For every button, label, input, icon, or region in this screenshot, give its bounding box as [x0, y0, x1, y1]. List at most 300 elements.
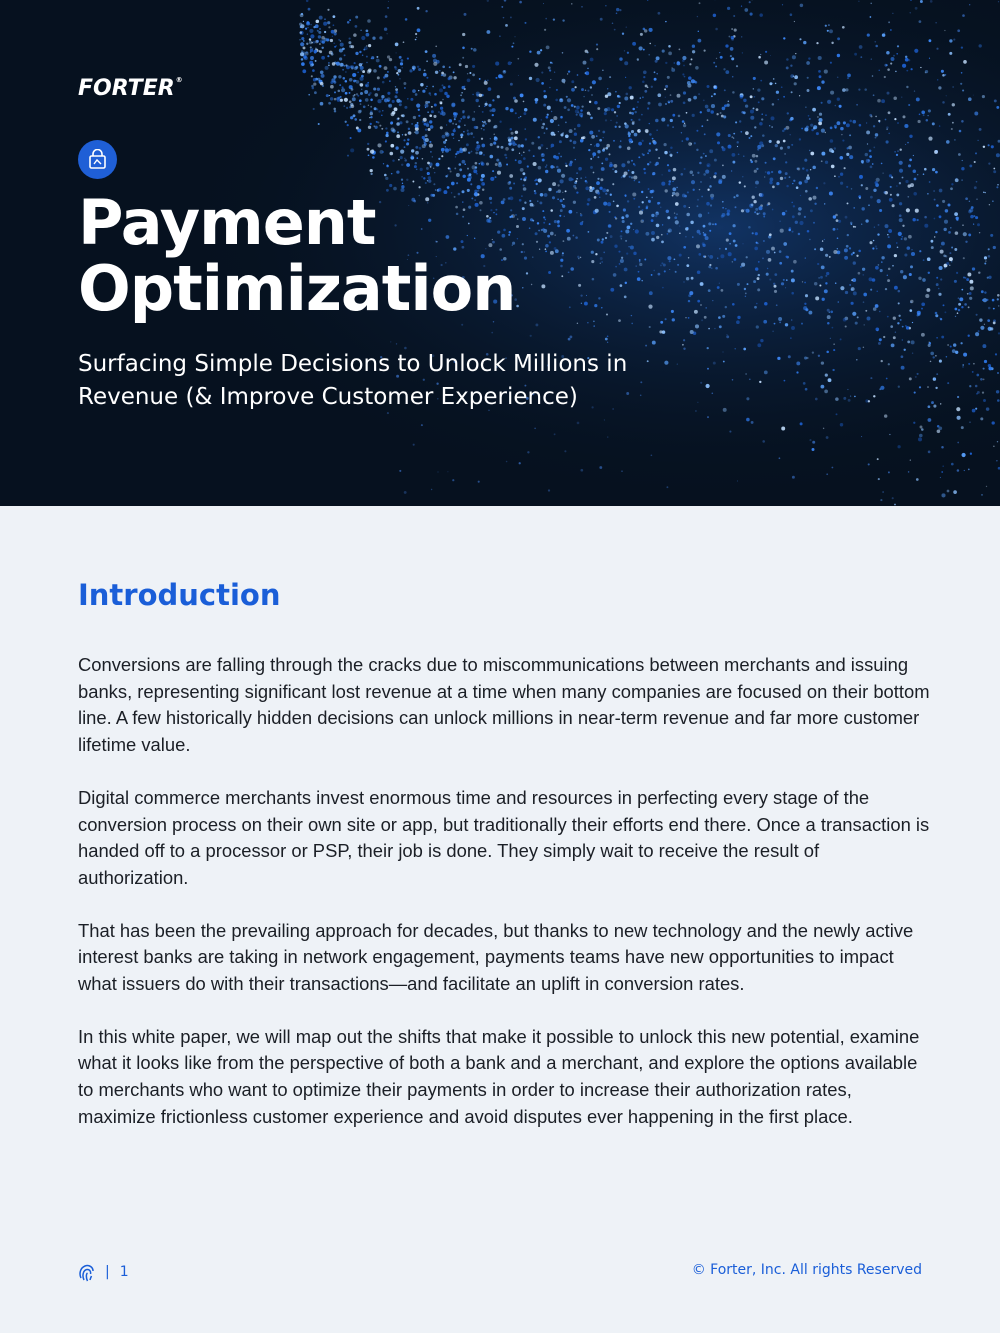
particle [849, 247, 851, 249]
particle [406, 142, 409, 145]
particle [370, 150, 374, 154]
particle [352, 97, 356, 101]
particle [588, 149, 590, 151]
particle [603, 148, 605, 150]
particle [473, 48, 477, 52]
particle [933, 190, 935, 192]
particle [937, 79, 938, 80]
particle [598, 297, 600, 299]
particle [799, 95, 800, 96]
particle [479, 151, 483, 155]
particle [892, 497, 894, 499]
particle [965, 241, 967, 243]
particle [639, 211, 643, 215]
particle [723, 115, 726, 118]
particle [413, 69, 415, 71]
particle [664, 270, 666, 272]
particle [824, 203, 825, 204]
particle [887, 316, 889, 318]
particle [428, 172, 430, 174]
particle [651, 274, 653, 276]
particle [825, 25, 827, 27]
particle [670, 100, 673, 103]
particle [963, 60, 967, 64]
particle [918, 277, 921, 280]
particle [629, 176, 631, 178]
particle [672, 187, 676, 191]
particle [813, 196, 817, 200]
particle [993, 322, 996, 325]
particle [574, 106, 576, 108]
particle [612, 183, 614, 185]
particle [518, 117, 519, 118]
particle [446, 95, 449, 98]
particle [778, 170, 782, 174]
particle [936, 337, 938, 339]
particle [662, 224, 663, 225]
particle [920, 426, 923, 429]
particle [920, 67, 921, 68]
particle [722, 351, 723, 352]
particle [754, 170, 757, 173]
particle [907, 142, 909, 144]
particle [784, 177, 786, 179]
particle [421, 424, 423, 426]
particle [651, 231, 655, 235]
particle [710, 110, 714, 114]
particle [596, 181, 600, 185]
particle [569, 210, 573, 214]
particle [377, 76, 380, 79]
particle [342, 86, 344, 88]
particle [957, 469, 960, 472]
particle [655, 148, 657, 150]
particle [565, 165, 567, 167]
particle [662, 287, 664, 289]
particle [333, 42, 335, 44]
particle [440, 126, 443, 129]
particle [554, 220, 557, 223]
particle [360, 83, 364, 87]
particle [518, 160, 522, 164]
particle [921, 302, 925, 306]
particle [719, 248, 721, 250]
particle [737, 316, 740, 319]
particle [360, 77, 364, 81]
particle [472, 65, 475, 68]
particle [657, 93, 661, 97]
particle [631, 160, 633, 162]
particle [645, 232, 649, 236]
particle [982, 299, 984, 301]
particle [897, 445, 900, 448]
particle [845, 88, 848, 91]
particle [808, 115, 810, 117]
particle [520, 178, 522, 180]
particle [395, 91, 398, 94]
particle [719, 52, 720, 53]
particle [602, 70, 603, 71]
particle [875, 266, 879, 270]
particle [399, 56, 402, 59]
particle [656, 56, 660, 60]
particle [783, 96, 785, 98]
particle [988, 367, 992, 371]
particle [331, 30, 335, 34]
particle [519, 1, 522, 4]
particle [576, 172, 578, 174]
particle [328, 26, 330, 28]
particle [732, 303, 735, 306]
particle [361, 70, 363, 72]
particle [585, 90, 586, 91]
particle [497, 171, 501, 175]
particle [730, 47, 734, 51]
particle [426, 86, 427, 87]
particle [846, 245, 849, 248]
particle [618, 319, 621, 322]
particle [732, 261, 733, 262]
particle [490, 143, 493, 146]
particle [686, 137, 689, 140]
particle [844, 167, 846, 169]
particle [604, 112, 607, 115]
particle [445, 149, 449, 153]
particle [707, 163, 711, 167]
particle [745, 373, 747, 375]
particle [812, 448, 815, 451]
particle [601, 163, 603, 165]
particle [969, 292, 972, 295]
particle [321, 47, 323, 49]
particle [842, 88, 846, 92]
particle [339, 57, 342, 60]
particle [330, 39, 333, 42]
particle [959, 130, 962, 133]
particle [988, 162, 990, 164]
particle [471, 48, 473, 50]
particle [543, 3, 544, 4]
particle [672, 176, 676, 180]
particle [495, 77, 497, 79]
particle [816, 187, 818, 189]
particle [687, 81, 691, 85]
particle [575, 180, 577, 182]
particle [576, 114, 578, 116]
particle [774, 252, 776, 254]
particle [596, 44, 598, 46]
particle [550, 209, 553, 212]
particle [821, 385, 825, 389]
particle [412, 89, 416, 93]
particle [653, 141, 657, 145]
particle [610, 288, 614, 292]
particle [421, 176, 422, 177]
particle [416, 169, 418, 171]
particle [306, 21, 309, 24]
particle [401, 164, 403, 166]
particle [640, 33, 643, 36]
particle [610, 194, 612, 196]
particle [913, 170, 917, 174]
particle [698, 214, 702, 218]
particle [418, 68, 421, 71]
particle [788, 355, 791, 358]
particle [843, 397, 846, 400]
particle [755, 187, 756, 188]
particle [757, 242, 759, 244]
particle [397, 131, 399, 133]
particle [857, 316, 859, 318]
particle [467, 73, 468, 74]
particle [935, 231, 937, 233]
particle [655, 60, 658, 63]
particle [385, 15, 388, 18]
particle [766, 250, 770, 254]
particle [701, 196, 703, 198]
particle [549, 87, 551, 89]
particle [339, 48, 343, 52]
particle [917, 373, 919, 375]
particle [534, 192, 536, 194]
particle [859, 45, 863, 49]
particle [486, 30, 490, 34]
particle [772, 103, 775, 106]
particle [686, 264, 689, 267]
particle [754, 126, 756, 128]
particle [708, 289, 711, 292]
particle [833, 344, 834, 345]
particle [445, 175, 447, 177]
particle [648, 102, 651, 105]
particle [403, 41, 405, 43]
particle [717, 286, 720, 289]
particle [946, 356, 948, 358]
particle [558, 124, 560, 126]
particle [521, 251, 523, 253]
particle [361, 89, 362, 90]
particle [769, 125, 770, 126]
particle [882, 33, 886, 37]
particle [415, 93, 418, 96]
particle [529, 227, 531, 229]
particle [786, 66, 789, 69]
title-line-1: Payment [78, 186, 376, 259]
particle [686, 277, 689, 280]
particle [639, 261, 640, 262]
particle [649, 161, 651, 163]
particle [395, 146, 398, 149]
particle [862, 268, 865, 271]
particle [360, 66, 364, 70]
particle [878, 264, 880, 266]
particle [745, 293, 747, 295]
particle [558, 189, 561, 192]
particle [804, 180, 808, 184]
particle [969, 4, 970, 5]
particle [791, 292, 794, 295]
particle [573, 141, 577, 145]
particle [772, 83, 773, 84]
particle [764, 302, 768, 306]
particle [970, 215, 974, 219]
particle [932, 356, 934, 358]
particle [417, 7, 420, 10]
particle [891, 176, 893, 178]
particle [495, 139, 497, 141]
particle [754, 247, 758, 251]
particle [618, 251, 620, 253]
particle [854, 53, 857, 56]
particle [472, 74, 475, 77]
particle [896, 242, 897, 243]
particle [944, 30, 945, 31]
particle [759, 213, 760, 214]
particle [429, 120, 432, 123]
particle [712, 393, 714, 395]
particle [940, 403, 941, 404]
particle [987, 319, 990, 322]
particle [619, 145, 622, 148]
particle [781, 86, 783, 88]
particle [363, 49, 365, 51]
particle [541, 144, 544, 147]
particle [760, 80, 762, 82]
particle [821, 266, 825, 270]
particle [510, 108, 514, 112]
particle [792, 183, 793, 184]
particle [821, 152, 825, 156]
particle [482, 111, 484, 113]
particle [712, 223, 714, 225]
particle [364, 90, 368, 94]
particle [794, 21, 795, 22]
particle [515, 112, 517, 114]
particle [642, 96, 644, 98]
particle [791, 202, 793, 204]
particle [330, 97, 333, 100]
particle [873, 307, 877, 311]
particle [952, 349, 956, 353]
particle [334, 46, 336, 48]
particle [696, 205, 698, 207]
particle [667, 256, 671, 260]
particle [997, 441, 998, 442]
particle [711, 267, 713, 269]
particle [781, 427, 785, 431]
particle [374, 126, 377, 129]
paragraph: Digital commerce merchants invest enormous time and resources in perfecting every stage of the conversion process on their own site or app, but traditionally their efforts end there. Once a transaction is handed off to a processor or PSP, their job is done. They simply wait to receive the result of authorization. [78, 786, 930, 888]
particle [921, 308, 923, 310]
particle [408, 132, 410, 134]
particle [561, 204, 563, 206]
particle [615, 126, 617, 128]
particle [997, 372, 999, 374]
particle [401, 185, 404, 188]
particle [866, 130, 870, 134]
particle [574, 86, 576, 88]
particle [731, 28, 733, 30]
particle [613, 200, 615, 202]
particle [543, 216, 545, 218]
particle [599, 139, 602, 142]
particle [652, 172, 655, 175]
particle [779, 457, 781, 459]
particle [722, 201, 724, 203]
particle [422, 121, 424, 123]
particle [384, 66, 388, 70]
particle [875, 245, 877, 247]
particle [715, 223, 717, 225]
particle [580, 177, 582, 179]
particle [664, 88, 666, 90]
particle [560, 156, 562, 158]
particle [937, 430, 941, 434]
particle [873, 94, 875, 96]
particle [847, 147, 849, 149]
particle [587, 322, 588, 323]
particle [672, 192, 675, 195]
particle [350, 148, 354, 152]
particle [901, 236, 902, 237]
particle [828, 24, 830, 26]
particle [728, 134, 731, 137]
particle [602, 188, 606, 192]
particle [419, 147, 422, 150]
particle [647, 86, 649, 88]
particle [594, 304, 597, 307]
particle [892, 265, 894, 267]
particle [459, 149, 463, 153]
particle [425, 128, 427, 130]
particle [800, 195, 801, 196]
particle [742, 243, 743, 244]
particle [786, 185, 788, 187]
particle [404, 159, 407, 162]
particle [798, 233, 800, 235]
particle [665, 97, 666, 98]
particle [757, 343, 761, 347]
particle [724, 89, 726, 91]
particle [600, 178, 603, 181]
particle [666, 210, 669, 213]
particle [756, 213, 758, 215]
particle [609, 225, 610, 226]
particle [940, 278, 942, 280]
particle [896, 185, 898, 187]
particle [415, 146, 418, 149]
particle [897, 150, 899, 152]
particle [864, 324, 865, 325]
particle [637, 277, 641, 281]
particle [591, 251, 594, 254]
particle [917, 314, 919, 316]
particle [998, 1, 999, 2]
particle [366, 62, 367, 63]
particle [458, 120, 461, 123]
particle [466, 143, 469, 146]
particle [897, 247, 899, 249]
particle [628, 132, 631, 135]
particle [300, 42, 304, 46]
particle [511, 148, 514, 151]
particle [641, 191, 643, 193]
particle [612, 22, 614, 24]
particle [856, 255, 858, 257]
particle [617, 105, 620, 108]
particle [829, 29, 833, 33]
particle [974, 186, 977, 189]
